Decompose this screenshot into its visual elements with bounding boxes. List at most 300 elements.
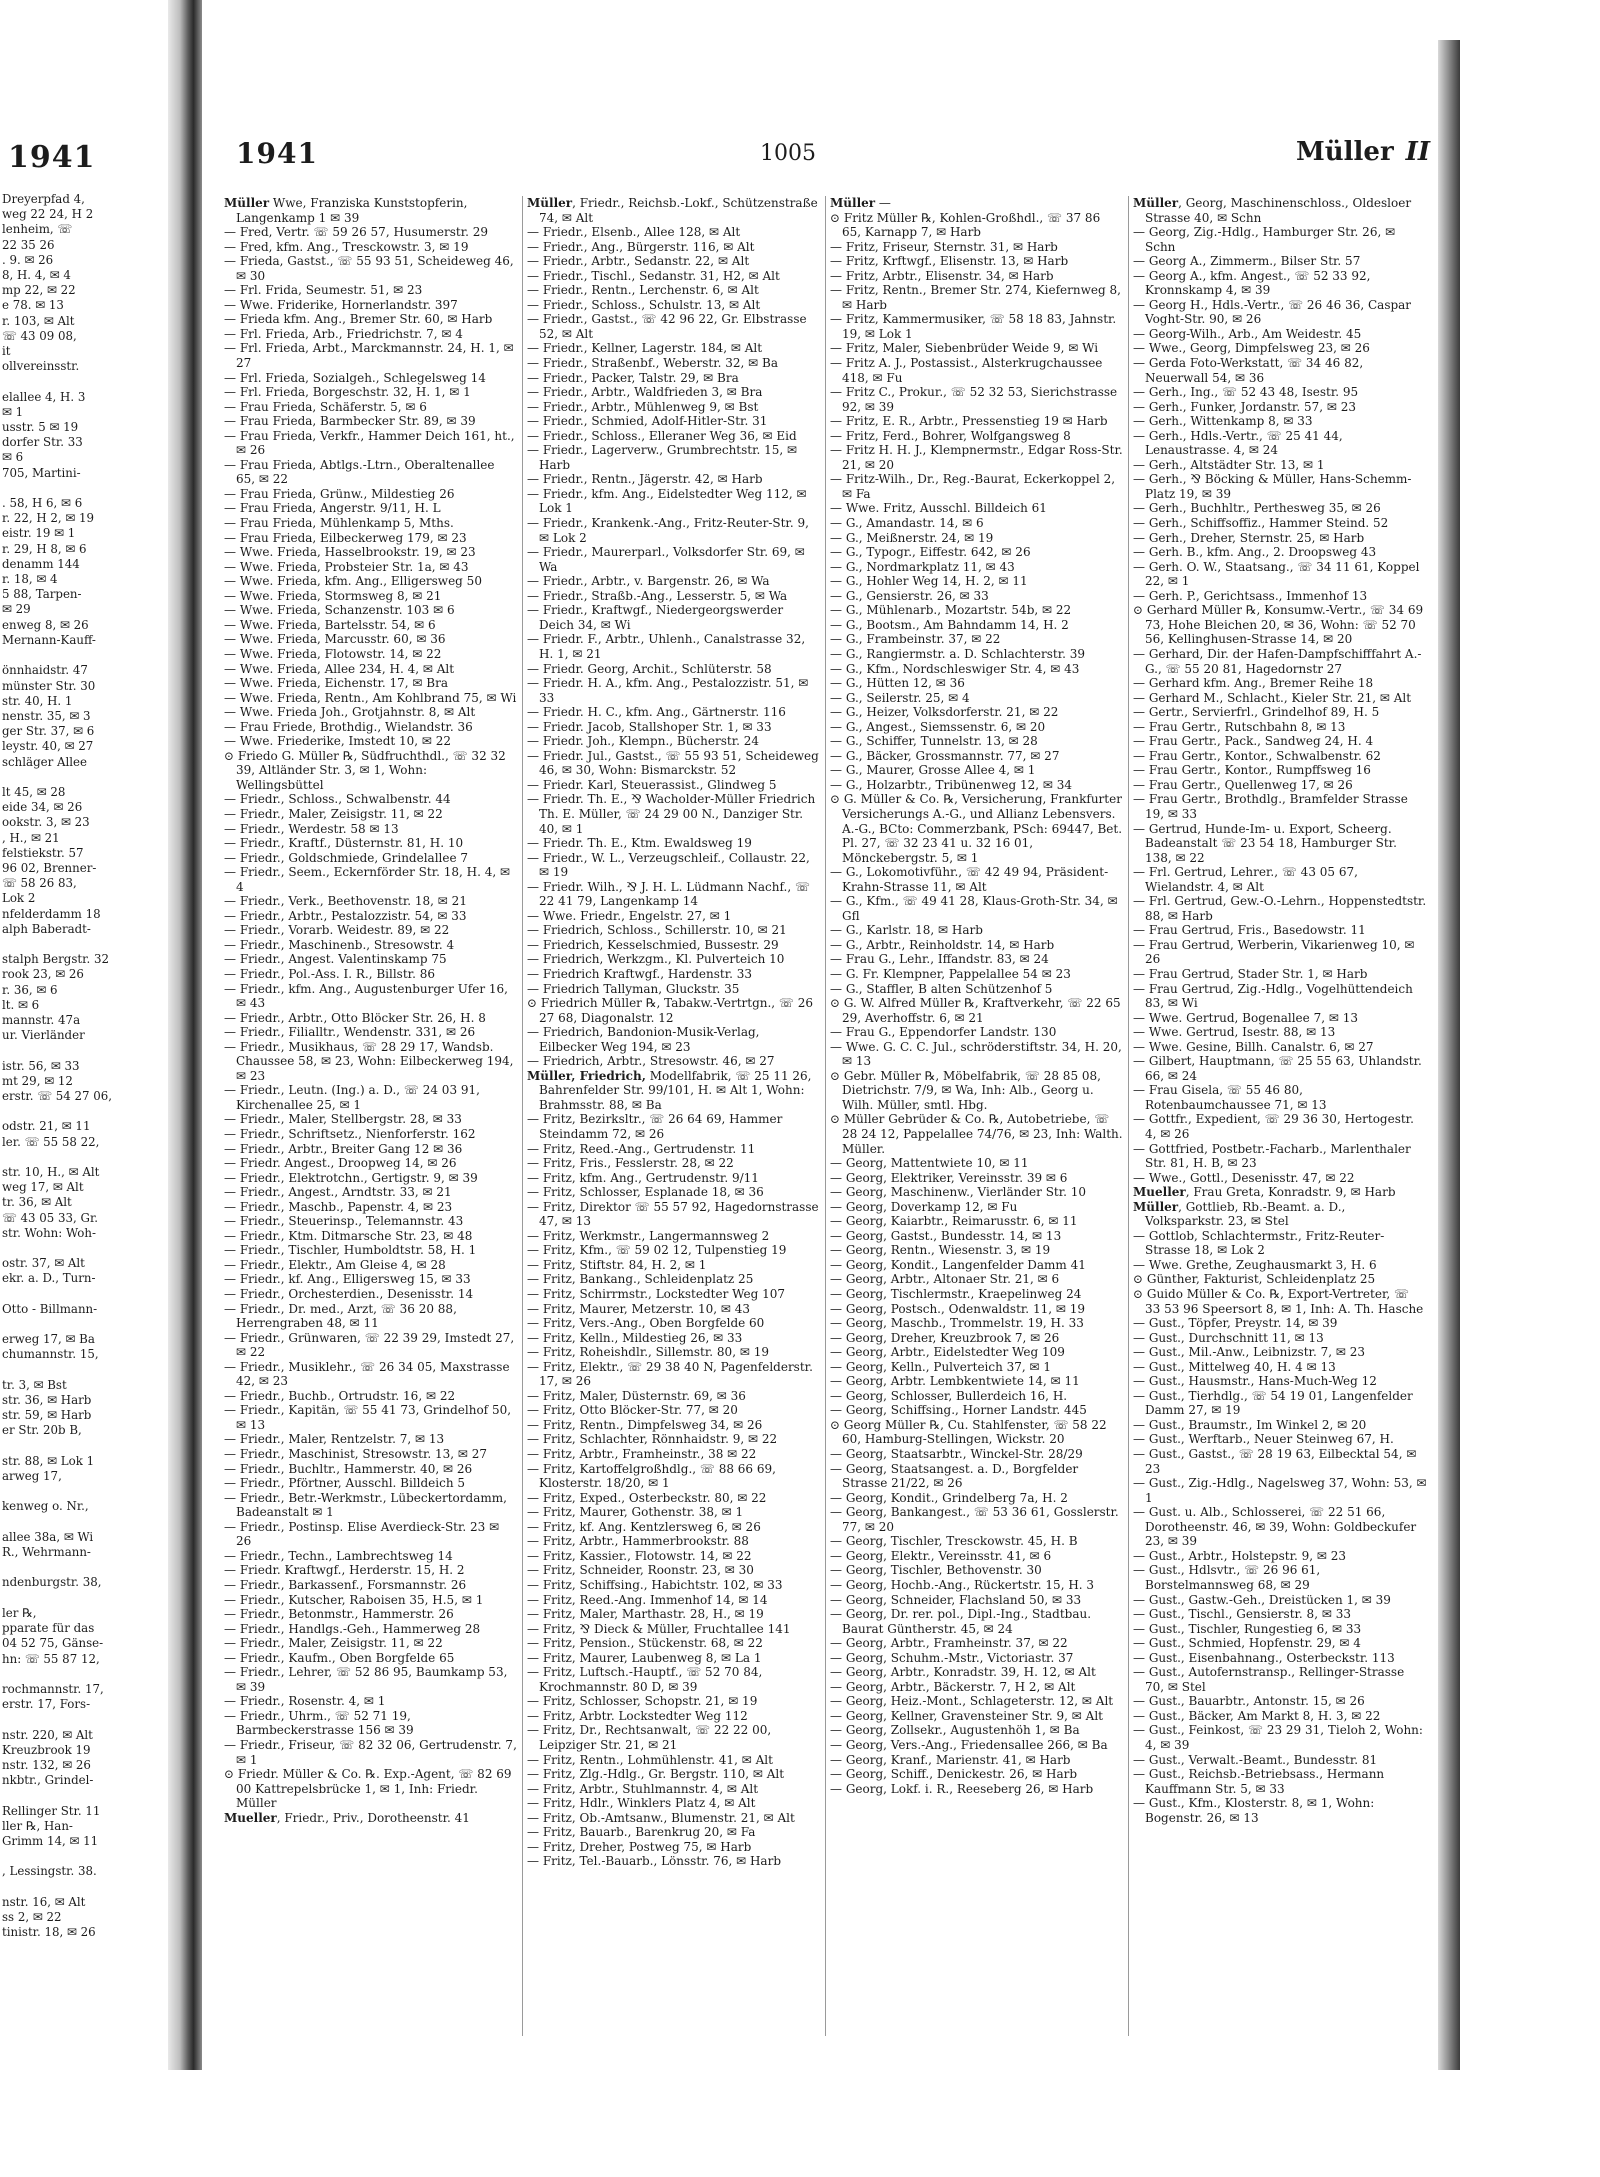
entry-text: — Fritz, Maurer, Gothenstr. 38, ✉ 1 bbox=[527, 1505, 744, 1520]
directory-entry bbox=[527, 1578, 820, 1593]
directory-entry bbox=[1133, 865, 1427, 894]
entry-text: — Fritz, Direktor ☏ 55 57 92, Hagedornstrasse 47, ✉ 13 bbox=[527, 1199, 819, 1229]
directory-entry bbox=[224, 1709, 517, 1738]
entry-text: — Gust., Bauarbtr., Antonstr. 15, ✉ 26 bbox=[1133, 1694, 1365, 1709]
fragment-line: Grimm 14, ✉ 11 bbox=[2, 1833, 99, 1848]
entry-text: — Friedr., Maschinenb., Stresowstr. 4 bbox=[224, 937, 455, 952]
directory-entry bbox=[527, 1432, 820, 1447]
directory-entry bbox=[224, 982, 517, 1011]
entry-text: — Fritz, Kfm., ☏ 59 02 12, Tulpenstieg 19 bbox=[527, 1243, 787, 1258]
entry-text: — Frau Gertrud, Stader Str. 1, ✉ Harb bbox=[1133, 966, 1368, 981]
directory-entry bbox=[830, 1214, 1123, 1229]
directory-entry bbox=[830, 1694, 1123, 1709]
directory-entry bbox=[527, 1302, 820, 1317]
fragment-line: ✉ 6 bbox=[2, 450, 24, 465]
entry-text: — Friedr., Arbtr., Otto Blöcker Str. 26, H. 8 bbox=[224, 1010, 486, 1025]
directory-entry bbox=[527, 1360, 820, 1389]
entry-text: — Wwe. Frieda, Rentn., Am Kohlbrand 75, ✉ Wi bbox=[224, 690, 517, 705]
entry-text: ⊙ Gebr. Müller ℞, Möbelfabrik, ☏ 28 85 08, Dietrichstr. 7/9, ✉ Wa, Inh: Alb., Georg u. Wilh. Müller, smtl. Hbg. bbox=[830, 1068, 1101, 1112]
entry-text: — G., Mühlenarb., Mozartstr. 54b, ✉ 22 bbox=[830, 603, 1072, 618]
entry-text: — Gust., Kfm., Klosterstr. 8, ✉ 1, Wohn: Bogenstr. 26, ✉ 13 bbox=[1133, 1796, 1375, 1825]
entry-text: — Gust. u. Alb., Schlosserei, ☏ 22 51 66, Dorotheenstr. 46, ✉ 39, Wohn: Goldbeckufer 23, ✉ 39 bbox=[1133, 1505, 1417, 1549]
entry-text: — Fritz, Kammermusiker, ☏ 58 18 83, Jahnstr. 19, ✉ Lok 1 bbox=[830, 312, 1117, 341]
entry-text: — Friedr., Maurerparl., Volksdorfer Str. 69, ✉ Wa bbox=[527, 545, 805, 574]
directory-entry bbox=[1133, 1112, 1427, 1141]
fragment-line: Lok 2 bbox=[2, 891, 36, 906]
directory-entry bbox=[527, 1447, 820, 1462]
directory-entry bbox=[527, 1796, 820, 1811]
directory-entry bbox=[224, 851, 517, 866]
directory-entry bbox=[224, 647, 517, 662]
directory-entry bbox=[1133, 1694, 1427, 1709]
entry-text: — Gerh., Altstädter Str. 13, ✉ 1 bbox=[1133, 457, 1325, 472]
fragment-line bbox=[2, 1104, 166, 1119]
entry-text: — Friedr., Barkassenf., Forsmannstr. 26 bbox=[224, 1577, 467, 1592]
entry-text: — Georg, Maschinenw., Vierländer Str. 10 bbox=[830, 1185, 1087, 1200]
directory-entry bbox=[224, 1360, 517, 1389]
directory-entry bbox=[830, 1563, 1123, 1578]
directory-entry bbox=[527, 734, 820, 749]
directory-entry bbox=[830, 1331, 1123, 1346]
entry-text: — Gerh., Ing., ☏ 52 43 48, Isestr. 95 bbox=[1133, 385, 1359, 400]
fragment-line: e 78. ✉ 13 bbox=[2, 298, 64, 313]
directory-entry bbox=[1133, 1622, 1427, 1637]
fragment-line: ✉ 1 bbox=[2, 404, 24, 419]
entry-text: — Friedr., Maler, Zeisigstr. 11, ✉ 22 bbox=[224, 806, 443, 821]
fragment-line: münster Str. 30 bbox=[2, 678, 96, 693]
entry-text: — Wwe. Friderike, Hornerlandstr. 397 bbox=[224, 297, 458, 312]
fragment-line bbox=[2, 770, 166, 785]
fragment-line: nkbtr., Grindel- bbox=[2, 1773, 94, 1788]
entry-text: — Friedr., Vorarb. Weidestr. 89, ✉ 22 bbox=[224, 923, 450, 938]
directory-entry bbox=[527, 1243, 820, 1258]
entry-text: — Fritz, ⅋ Dieck & Müller, Fruchtallee 141 bbox=[527, 1621, 791, 1636]
directory-entry bbox=[830, 1040, 1123, 1069]
directory-entry bbox=[830, 312, 1123, 341]
directory-entry bbox=[224, 865, 517, 894]
directory-entry bbox=[830, 1258, 1123, 1273]
entry-text: — Gust., Arbtr., Holstepstr. 9, ✉ 23 bbox=[1133, 1548, 1347, 1563]
directory-entry bbox=[830, 1549, 1123, 1564]
directory-entry bbox=[1133, 327, 1427, 342]
entry-text: — G., Typogr., Eiffestr. 642, ✉ 26 bbox=[830, 545, 1031, 560]
directory-entry bbox=[1133, 894, 1427, 923]
directory-entry bbox=[830, 283, 1123, 312]
entry-text: — Fritz, Schlosser, Schopstr. 21, ✉ 19 bbox=[527, 1694, 758, 1709]
fragment-line: ger Str. 37, ✉ 6 bbox=[2, 724, 95, 739]
directory-entry bbox=[527, 705, 820, 720]
entry-text: — Gerh., Schiffsoffiz., Hammer Steind. 52 bbox=[1133, 516, 1389, 531]
entry-text: — Frau Gertr., Kontor., Schwalbenstr. 62 bbox=[1133, 748, 1381, 763]
entry-text: — Georg, Kondit., Grindelberg 7a, H. 2 bbox=[830, 1490, 1068, 1505]
directory-entry bbox=[527, 574, 820, 589]
directory-entry bbox=[830, 356, 1123, 385]
entry-text: — Friedr., Arbtr., Breiter Gang 12 ✉ 36 bbox=[224, 1141, 463, 1156]
fragment-line bbox=[2, 1150, 166, 1165]
entry-text: — Wwe. Friedr., Engelstr. 27, ✉ 1 bbox=[527, 908, 732, 923]
entry-text: — Frau G., Lehr., Iffandstr. 83, ✉ 24 bbox=[830, 952, 1049, 967]
entry-text: — Fritz, Schiffsing., Habichtstr. 102, ✉ 33 bbox=[527, 1577, 783, 1592]
entry-text: — Friedr., Straßenbf., Weberstr. 32, ✉ Ba bbox=[527, 356, 779, 371]
entry-text: — Fritz, Exped., Osterbeckstr. 80, ✉ 22 bbox=[527, 1490, 767, 1505]
directory-entry bbox=[1133, 647, 1427, 676]
entry-text: — Friedr., kfm. Ang., Augustenburger Ufer 16, ✉ 43 bbox=[224, 981, 508, 1011]
entry-name: Mueller bbox=[224, 1810, 277, 1825]
entry-text: , Gottlieb, Rb.-Beamt. a. D., Volksparkstr. 23, ✉ Stel bbox=[1145, 1199, 1346, 1229]
directory-entry bbox=[224, 734, 517, 749]
directory-entry bbox=[830, 1345, 1123, 1360]
directory-entry bbox=[527, 341, 820, 356]
directory-entry bbox=[224, 1389, 517, 1404]
left-page-lines bbox=[2, 192, 166, 1940]
directory-entry bbox=[830, 1185, 1123, 1200]
entry-text: — Friedr., Lagerverw., Grumbrechtstr. 15, ✉ Harb bbox=[527, 443, 798, 472]
entry-text: — Frau Gertrud, Fris., Basedowstr. 11 bbox=[1133, 923, 1366, 938]
entry-text: — G., Kfm., ☏ 49 41 28, Klaus-Groth-Str. 34, ✉ Gfl bbox=[830, 894, 1118, 923]
entry-text: — Fritz C., Prokur., ☏ 52 32 53, Sierichstrasse 92, ✉ 39 bbox=[830, 385, 1118, 414]
entry-text: — Fritz, Bankang., Schleidenplatz 25 bbox=[527, 1272, 754, 1287]
fragment-line: ☏ 58 26 83, bbox=[2, 876, 77, 891]
directory-entry bbox=[1133, 298, 1427, 327]
entry-text: — Gerhard, Dir. der Hafen-Dampfschifffahrt A.-G., ☏ 55 20 81, Hagedornstr 27 bbox=[1133, 646, 1422, 676]
directory-entry bbox=[1133, 676, 1427, 691]
entry-text: — Friedr. Wilh., ⅋ J. H. L. Lüdmann Nachf., ☏ 22 41 79, Langenkamp 14 bbox=[527, 879, 810, 909]
entry-text: — Fred, kfm. Ang., Tresckowstr. 3, ✉ 19 bbox=[224, 239, 469, 254]
entry-text: — Georg, Arbtr., Altonaer Str. 21, ✉ 6 bbox=[830, 1272, 1060, 1287]
entry-text: — Frau Gertr., Quellenweg 17, ✉ 26 bbox=[1133, 777, 1353, 792]
directory-entry bbox=[830, 1753, 1123, 1768]
directory-entry bbox=[527, 1345, 820, 1360]
directory-entry bbox=[527, 720, 820, 735]
entry-text: — Georg, Mattentwiete 10, ✉ 11 bbox=[830, 1156, 1029, 1171]
entry-text: — Gust., Eisenbahnang., Osterbeckstr. 113 bbox=[1133, 1650, 1395, 1665]
entry-text: — Friedr., Buchb., Ortrudstr. 16, ✉ 22 bbox=[224, 1388, 456, 1403]
entry-text: — Georg, Tischler, Tresckowstr. 45, H. B bbox=[830, 1534, 1078, 1549]
directory-entry bbox=[1133, 1593, 1427, 1608]
directory-entry bbox=[224, 1025, 517, 1040]
entry-text: — Frau G., Eppendorfer Landstr. 130 bbox=[830, 1025, 1057, 1040]
entry-text: — G., Bäcker, Grossmannstr. 77, ✉ 27 bbox=[830, 748, 1060, 763]
directory-entry bbox=[224, 909, 517, 924]
directory-entry bbox=[527, 938, 820, 953]
entry-text: — Fritz, Tel.-Bauarb., Lönsstr. 76, ✉ Harb bbox=[527, 1854, 781, 1869]
directory-entry bbox=[830, 1171, 1123, 1186]
entry-text: — Friedr., Kutscher, Raboisen 35, H.5, ✉ 1 bbox=[224, 1592, 484, 1607]
entry-text: — Friedr., Arbtr., Waldfrieden 3, ✉ Bra bbox=[527, 385, 763, 400]
directory-entry bbox=[1133, 1447, 1427, 1476]
directory-entry bbox=[1133, 1665, 1427, 1694]
fragment-line: 8, H. 4, ✉ 4 bbox=[2, 268, 71, 283]
directory-entry bbox=[527, 1403, 820, 1418]
directory-entry bbox=[830, 196, 1123, 211]
entry-text: — Friedr., Arbtr., Pestalozzistr. 54, ✉ 33 bbox=[224, 908, 467, 923]
entry-text: — G., Hütten 12, ✉ 36 bbox=[830, 676, 965, 691]
entry-text: — Friedr., Friseur, ☏ 82 32 06, Gertrudenstr. 7, ✉ 1 bbox=[224, 1737, 517, 1767]
directory-entry bbox=[527, 1622, 820, 1637]
fragment-line: str. 59, ✉ Harb bbox=[2, 1408, 92, 1423]
entry-text: — Friedr., Goldschmiede, Grindelallee 7 bbox=[224, 850, 469, 865]
directory-entry bbox=[1133, 560, 1427, 589]
fragment-line: tr. 3, ✉ Bst bbox=[2, 1377, 67, 1392]
directory-entry bbox=[527, 545, 820, 574]
entry-text: — Friedr., Grünwaren, ☏ 22 39 29, Imstedt 27, ✉ 22 bbox=[224, 1330, 515, 1360]
entry-text: — Frl. Frida, Seumestr. 51, ✉ 23 bbox=[224, 283, 423, 298]
directory-entry bbox=[527, 1651, 820, 1666]
entry-text: — Frieda kfm. Ang., Bremer Str. 60, ✉ Harb bbox=[224, 312, 493, 327]
entry-text: — Friedr., Schloss., Schulstr. 13, ✉ Alt bbox=[527, 297, 761, 312]
directory-entry bbox=[224, 385, 517, 400]
directory-entry bbox=[224, 923, 517, 938]
directory-entry bbox=[1133, 982, 1427, 1011]
directory-entry bbox=[1133, 531, 1427, 546]
entry-text: — Frl. Frieda, Sozialgeh., Schlegelsweg 14 bbox=[224, 370, 486, 385]
entry-text: — Fritz, Maler, Düsternstr. 69, ✉ 36 bbox=[527, 1388, 746, 1403]
entry-text: — Gust., Durchschnitt 11, ✉ 13 bbox=[1133, 1330, 1324, 1345]
directory-entry bbox=[527, 792, 820, 836]
entry-text: — Friedr., Arbtr., Mühlenweg 9, ✉ Bst bbox=[527, 399, 759, 414]
fragment-line bbox=[2, 1560, 166, 1575]
directory-entry bbox=[1133, 1040, 1427, 1055]
entry-text: — Georg, Bankangest., ☏ 53 36 61, Gosslerstr. 77, ✉ 20 bbox=[830, 1505, 1119, 1534]
directory-entry bbox=[527, 385, 820, 400]
directory-entry bbox=[1133, 691, 1427, 706]
directory-entry bbox=[224, 603, 517, 618]
directory-entry bbox=[224, 545, 517, 560]
directory-entry bbox=[527, 1185, 820, 1200]
entry-text: — Fritz, Hdlr., Winklers Platz 4, ✉ Alt bbox=[527, 1796, 756, 1811]
directory-entry bbox=[830, 676, 1123, 691]
entry-text: — Georg, Dreher, Kreuzbrook 7, ✉ 26 bbox=[830, 1330, 1060, 1345]
entry-text: — G., Meißnerstr. 24, ✉ 19 bbox=[830, 530, 994, 545]
fragment-line: ekr. a. D., Turn- bbox=[2, 1271, 96, 1286]
fragment-line bbox=[2, 1515, 166, 1530]
directory-entry bbox=[224, 574, 517, 589]
entry-text: — Wwe. Frieda Joh., Grotjahnstr. 8, ✉ Alt bbox=[224, 705, 476, 720]
fragment-line: eide 34, ✉ 26 bbox=[2, 800, 83, 815]
entry-text: — Fritz, Reed.-Ang. Immenhof 14, ✉ 14 bbox=[527, 1592, 768, 1607]
directory-entry bbox=[1133, 1083, 1427, 1112]
directory-entry bbox=[830, 662, 1123, 677]
directory-entry bbox=[1133, 603, 1427, 647]
entry-text: — Gerh., Hdls.-Vertr., ☏ 25 41 44, Lenaustrasse. 4, ✉ 24 bbox=[1133, 428, 1343, 458]
fragment-line bbox=[2, 1484, 166, 1499]
directory-entry bbox=[224, 254, 517, 283]
entry-text: — Frau Frieda, Angerstr. 9/11, H. L bbox=[224, 501, 441, 516]
fragment-line: ☏ 43 09 08, bbox=[2, 328, 77, 343]
directory-entry bbox=[224, 1694, 517, 1709]
entry-text: — Friedr., Leutn. (Ing.) a. D., ☏ 24 03 91, Kirchenallee 25, ✉ 1 bbox=[224, 1083, 480, 1112]
directory-entry bbox=[1133, 1229, 1427, 1258]
fragment-line: usstr. 5 ✉ 19 bbox=[2, 420, 79, 435]
entry-text: — Gerh. P., Gerichtsass., Immenhof 13 bbox=[1133, 588, 1368, 603]
directory-entry bbox=[830, 792, 1123, 865]
directory-entry bbox=[224, 501, 517, 516]
directory-entry bbox=[527, 298, 820, 313]
fragment-line: 04 52 75, Gänse- bbox=[2, 1636, 104, 1651]
directory-entry bbox=[224, 705, 517, 720]
directory-entry bbox=[830, 603, 1123, 618]
directory-entry bbox=[527, 1723, 820, 1752]
directory-entry bbox=[1133, 1709, 1427, 1724]
fragment-line: r. 103, ✉ Alt bbox=[2, 313, 75, 328]
entry-text: — Georg, Schiff., Denickestr. 26, ✉ Harb bbox=[830, 1767, 1078, 1782]
directory-entry bbox=[830, 560, 1123, 575]
directory-entry bbox=[527, 1491, 820, 1506]
directory-entry bbox=[224, 1040, 517, 1084]
fragment-line: lt. ✉ 6 bbox=[2, 997, 40, 1012]
directory-entry bbox=[527, 1549, 820, 1564]
directory-entry bbox=[830, 429, 1123, 444]
directory-entry bbox=[224, 1331, 517, 1360]
entry-text: — Frl. Frieda, Arb., Friedrichstr. 7, ✉ 4 bbox=[224, 326, 463, 341]
directory-entry bbox=[224, 589, 517, 604]
entry-text: — Fritz-Wilh., Dr., Reg.-Baurat, Eckerkoppel 2, ✉ Fa bbox=[830, 472, 1116, 501]
entry-text: — Friedr., kf. Ang., Elligersweg 15, ✉ 33 bbox=[224, 1272, 471, 1287]
directory-entry bbox=[1133, 1563, 1427, 1592]
entry-text: — Fritz, Dr., Rechtsanwalt, ☏ 22 22 00, Leipziger Str. 21, ✉ 21 bbox=[527, 1723, 772, 1752]
entry-text: — G., Schiffer, Tunnelstr. 13, ✉ 28 bbox=[830, 734, 1038, 749]
fragment-line: nstr. 16, ✉ Alt bbox=[2, 1894, 86, 1909]
page-edge bbox=[1438, 40, 1460, 2070]
directory-entry bbox=[224, 749, 517, 793]
entry-text: — Friedr., Musiklehr., ☏ 26 34 05, Maxstrasse 42, ✉ 23 bbox=[224, 1359, 510, 1389]
header-roman-numeral: II bbox=[1405, 137, 1430, 167]
entry-text: — Friedr., Postinsp. Elise Averdieck-Str. 23 ✉ 26 bbox=[224, 1519, 500, 1549]
directory-entry bbox=[527, 662, 820, 677]
directory-entry bbox=[527, 1331, 820, 1346]
fragment-line: schläger Allee bbox=[2, 754, 88, 769]
entry-text: — Friedr. Jacob, Stallshoper Str. 1, ✉ 33 bbox=[527, 719, 772, 734]
entry-text: — Friedr. Jul., Gastst., ☏ 55 93 51, Scheideweg 46, ✉ 30, Wohn: Bismarckstr. 52 bbox=[527, 748, 819, 778]
directory-column-4 bbox=[1129, 196, 1432, 2036]
entry-text: — Frau Friede, Brothdig., Wielandstr. 36 bbox=[224, 719, 473, 734]
entry-text: — Friedr., Steuerinsp., Telemannstr. 43 bbox=[224, 1214, 464, 1229]
fragment-line: ler. ☏ 55 58 22, bbox=[2, 1134, 100, 1149]
directory-entry bbox=[1133, 1753, 1427, 1768]
directory-entry bbox=[527, 952, 820, 967]
entry-text: — Georg, Doverkamp 12, ✉ Fu bbox=[830, 1199, 1018, 1214]
entry-text: — Wwe. Frieda, Hasselbrookstr. 19, ✉ 23 bbox=[224, 545, 476, 560]
entry-text: — Frl. Gertrud, Gew.-O.-Lehrn., Hoppenstedtstr. 88, ✉ Harb bbox=[1133, 894, 1427, 923]
entry-text: — Friedr., Maschb., Papenstr. 4, ✉ 23 bbox=[224, 1199, 453, 1214]
entry-text: — Friedr. Th. E., ⅋ Wacholder-Müller Friedrich Th. E. Müller, ☏ 24 29 00 N., Danziger Str. 40, ✉ 1 bbox=[527, 792, 816, 836]
fragment-line: r. 29, H 8, ✉ 6 bbox=[2, 541, 87, 556]
fragment-line: mt 29, ✉ 12 bbox=[2, 1073, 73, 1088]
directory-entry bbox=[830, 1636, 1123, 1651]
directory-entry bbox=[527, 225, 820, 240]
directory-entry bbox=[830, 1738, 1123, 1753]
directory-entry bbox=[830, 516, 1123, 531]
entry-text: — Friedr., Tischl., Sedanstr. 31, H2, ✉ Alt bbox=[527, 268, 780, 283]
fragment-line bbox=[2, 1287, 166, 1302]
directory-entry bbox=[1133, 1505, 1427, 1549]
fragment-line bbox=[2, 1849, 166, 1864]
fragment-line: chumannstr. 15, bbox=[2, 1347, 99, 1362]
directory-entry bbox=[224, 458, 517, 487]
directory-entry bbox=[830, 1360, 1123, 1375]
header-page-number: 1005 bbox=[760, 141, 816, 166]
directory-entry bbox=[1133, 1054, 1427, 1083]
directory-entry bbox=[224, 1593, 517, 1608]
directory-entry bbox=[830, 1709, 1123, 1724]
directory-entry bbox=[830, 865, 1123, 894]
entry-text: — Fritz, Elektr., ☏ 29 38 40 N, Pagenfelderstr. 17, ✉ 26 bbox=[527, 1359, 813, 1389]
directory-entry bbox=[1133, 1476, 1427, 1505]
directory-entry bbox=[527, 1069, 820, 1113]
fragment-line: str. 10, H., ✉ Alt bbox=[2, 1165, 100, 1179]
directory-entry bbox=[224, 1476, 517, 1491]
entry-text: — Georg, Arbtr., Framheinstr. 37, ✉ 22 bbox=[830, 1636, 1068, 1651]
entry-text: — Georg, Kaiarbtr., Reimarusstr. 6, ✉ 11 bbox=[830, 1214, 1078, 1229]
entry-text: — Fritz, Schlachter, Rönnhaidstr. 9, ✉ 22 bbox=[527, 1432, 778, 1447]
fragment-line bbox=[2, 648, 166, 663]
directory-entry bbox=[224, 1665, 517, 1694]
entry-text: — Gust., Tischl., Gensierstr. 8, ✉ 33 bbox=[1133, 1607, 1351, 1622]
entry-text: — Frl. Gertrud, Lehrer., ☏ 43 05 67, Wielandstr. 4, ✉ Alt bbox=[1133, 865, 1358, 894]
entry-text: — Friedr., Packer, Talstr. 29, ✉ Bra bbox=[527, 370, 739, 385]
directory-entry bbox=[527, 1316, 820, 1331]
directory-entry bbox=[1133, 1200, 1427, 1229]
entry-text: — Friedrich, Kesselschmied, Bussestr. 29 bbox=[527, 937, 779, 952]
directory-entry bbox=[224, 1767, 517, 1811]
directory-entry bbox=[1133, 400, 1427, 415]
directory-entry bbox=[527, 400, 820, 415]
directory-entry bbox=[1133, 967, 1427, 982]
entry-text: — Gerh. O. W., Staatsang., ☏ 34 11 61, Koppel 22, ✉ 1 bbox=[1133, 559, 1420, 589]
entry-text: — Fritz, Vers.-Ang., Oben Borgfelde 60 bbox=[527, 1316, 765, 1331]
entry-text: — Friedr. F., Arbtr., Uhlenh., Canalstrasse 32, H. 1, ✉ 21 bbox=[527, 632, 806, 661]
entry-text: — Fritz, Maurer, Laubenweg 8, ✉ La 1 bbox=[527, 1650, 762, 1665]
entry-text: — bbox=[875, 196, 891, 210]
entry-text: — Fritz, E. R., Arbtr., Pressenstieg 19 ✉ Harb bbox=[830, 414, 1108, 429]
entry-text: — Gust., Hausmstr., Hans-Much-Weg 12 bbox=[1133, 1374, 1377, 1389]
directory-entry bbox=[527, 371, 820, 386]
entry-text: — Frau Frieda, Grünw., Mildestieg 26 bbox=[224, 486, 455, 501]
entry-text: — Georg, Vers.-Ang., Friedensallee 266, ✉ Ba bbox=[830, 1737, 1108, 1752]
directory-entry bbox=[224, 792, 517, 807]
fragment-line: ler ℞, bbox=[2, 1605, 37, 1620]
entry-text: — Georg, Schiffsing., Horner Landstr. 445 bbox=[830, 1403, 1087, 1418]
entry-text: — Friedr., Maler, Zeisigstr. 11, ✉ 22 bbox=[224, 1636, 443, 1651]
fragment-line bbox=[2, 937, 166, 952]
fragment-line bbox=[2, 1788, 166, 1803]
directory-entry bbox=[527, 240, 820, 255]
entry-text: — Gottlob, Schlachtermstr., Fritz-Reuter-Strasse 18, ✉ Lok 2 bbox=[1133, 1228, 1385, 1258]
entry-text: — Fritz, Pension., Stückenstr. 68, ✉ 22 bbox=[527, 1636, 763, 1651]
fragment-line: . 58, H 6, ✉ 6 bbox=[2, 496, 83, 511]
directory-entry bbox=[830, 1447, 1123, 1462]
entry-text: — Fritz, kf. Ang. Kentzlersweg 6, ✉ 26 bbox=[527, 1519, 761, 1534]
directory-entry bbox=[830, 894, 1123, 923]
directory-entry bbox=[224, 516, 517, 531]
entry-text: — Gust., Autofernstransp., Rellinger-Strasse 70, ✉ Stel bbox=[1133, 1665, 1405, 1694]
entry-text: — Fred, Vertr. ☏ 59 26 57, Husumerstr. 29 bbox=[224, 225, 489, 240]
entry-text: — G., Heizer, Volksdorferstr. 21, ✉ 22 bbox=[830, 705, 1059, 720]
entry-text: — Georg H., Hdls.-Vertr., ☏ 26 46 36, Caspar Voght-Str. 90, ✉ 26 bbox=[1133, 297, 1412, 327]
directory-entry bbox=[830, 1578, 1123, 1593]
directory-entry bbox=[224, 836, 517, 851]
entry-text: — Wwe. Frieda, Eichenstr. 17, ✉ Bra bbox=[224, 676, 448, 691]
entry-text: — Georg, Tischler, Bethovenstr. 30 bbox=[830, 1563, 1042, 1578]
entry-text: — Fritz, Roheishdlr., Sillemstr. 80, ✉ 19 bbox=[527, 1345, 769, 1360]
entry-text: — G., Hohler Weg 14, H. 2, ✉ 11 bbox=[830, 574, 1028, 589]
directory-entry bbox=[1133, 341, 1427, 356]
fragment-line: lenheim, ☏ bbox=[2, 222, 73, 237]
entry-text: — Friedr., Angest. Valentinskamp 75 bbox=[224, 952, 447, 967]
entry-text: — Gust., Hdlsvtr., ☏ 26 96 61, Borstelmannsweg 68, ✉ 29 bbox=[1133, 1563, 1321, 1592]
left-page-year: 1941 bbox=[8, 140, 96, 175]
entry-text: — Georg, Schuhm.-Mstr., Victoriastr. 37 bbox=[830, 1650, 1074, 1665]
